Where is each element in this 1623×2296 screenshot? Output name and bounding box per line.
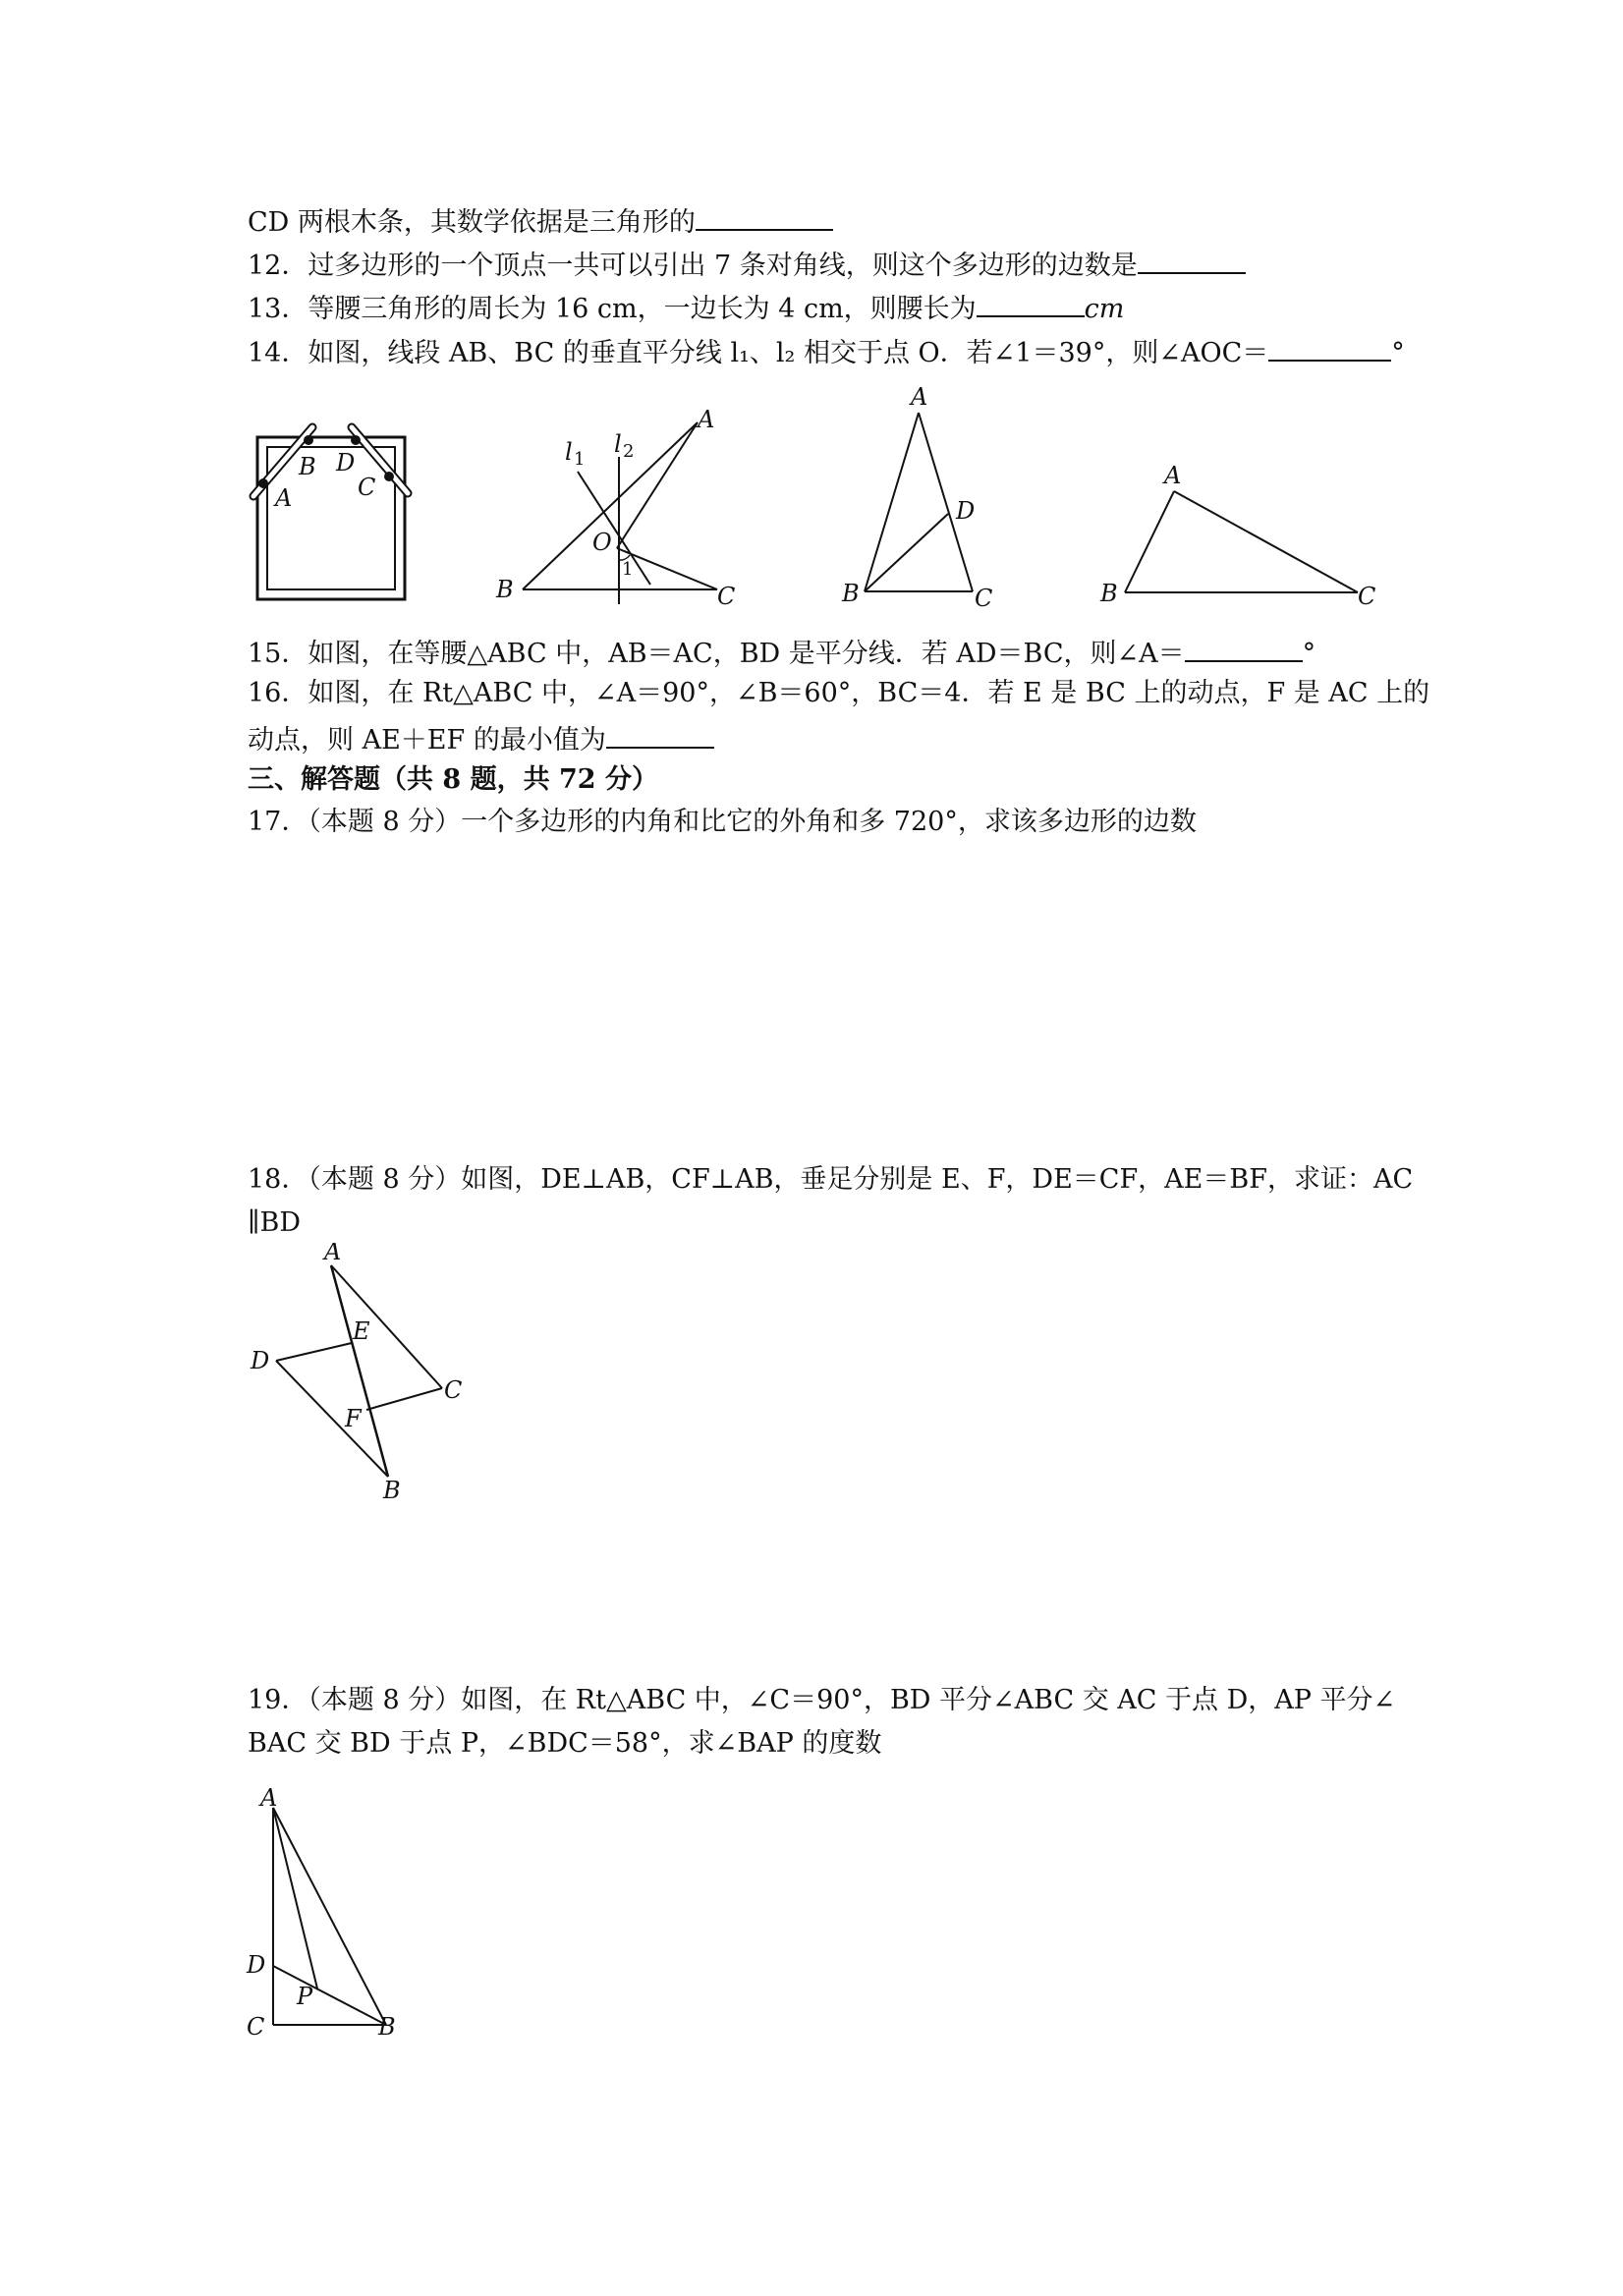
q12-text: 12．过多边形的一个顶点一共可以引出 7 条对角线，则这个多边形的边数是 <box>248 251 1138 281</box>
label-O: O <box>592 529 612 556</box>
q15 <box>248 631 1315 674</box>
q12-answer-blank[interactable] <box>1138 243 1246 274</box>
q15-text: 15．如图，在等腰△ABC 中，AB＝AC，BD 是平分线．若 AD＝BC，则∠A＝ <box>248 639 1185 669</box>
label-A: A <box>260 1784 278 1812</box>
section-3-heading: 三、解答题（共 8 题，共 72 分） <box>248 764 658 795</box>
label-A: A <box>698 406 715 433</box>
label-angle-1: 1 <box>622 559 634 580</box>
figure-q15 <box>830 383 1007 614</box>
q14-answer-blank[interactable] <box>1268 330 1391 362</box>
label-B: B <box>378 2013 396 2041</box>
q16-line2 <box>248 717 714 760</box>
label-B: B <box>383 1477 401 1503</box>
q14-text: 14．如图，线段 AB、BC 的垂直平分线 l₁、l₂ 相交于点 O．若∠1＝39°，则∠AOC＝ <box>248 338 1269 368</box>
figure-q11-frame <box>246 422 418 609</box>
q18-text-2: ∥BD <box>248 1207 301 1238</box>
q12 <box>248 243 1246 286</box>
q19-text-2: BAC 交 BD 于点 P，∠BDC＝58°，求∠BAP 的度数 <box>248 1728 882 1759</box>
label-E: E <box>353 1317 370 1345</box>
label-l1-sub: 1 <box>574 449 586 470</box>
figure-q16 <box>1091 462 1385 614</box>
q16-text-2: 动点，则 AE＋EF 的最小值为 <box>248 725 606 756</box>
q18-line2 <box>248 1204 301 1243</box>
label-C: C <box>358 474 376 501</box>
figure-q14 <box>491 403 747 614</box>
q11-answer-blank[interactable] <box>696 199 833 231</box>
label-B: B <box>496 576 514 603</box>
label-l1: l <box>565 438 573 466</box>
label-D: D <box>251 1347 270 1374</box>
q13-text: 13．等腰三角形的周长为 16 cm，一边长为 4 cm，则腰长为 <box>248 294 977 324</box>
label-l2: l <box>614 430 622 458</box>
label-l2-sub: 2 <box>623 441 635 462</box>
q13 <box>248 286 1124 329</box>
q14 <box>248 330 1405 373</box>
label-B: B <box>842 580 860 607</box>
label-D: D <box>956 497 976 525</box>
label-P: P <box>297 1983 313 2010</box>
q17 <box>248 803 1197 842</box>
label-C: C <box>717 583 736 610</box>
label-B: B <box>299 453 316 480</box>
q19-line2 <box>248 1724 881 1764</box>
q15-degree: ° <box>1302 639 1316 669</box>
q14-degree: ° <box>1391 338 1405 368</box>
label-A: A <box>275 484 293 512</box>
q16-answer-blank[interactable] <box>606 717 714 749</box>
q11-continuation <box>248 199 833 243</box>
q19-text-1: 19．（本题 8 分）如图，在 Rt△ABC 中，∠C＝90°，BD 平分∠ABC 交 AC 于点 D，AP 平分∠ <box>248 1685 1396 1715</box>
label-D: D <box>247 1951 266 1979</box>
figure-q18 <box>241 1243 476 1503</box>
q11-text: CD 两根木条，其数学依据是三角形的 <box>248 207 696 238</box>
figure-q19 <box>241 1776 418 2049</box>
label-D: D <box>336 449 356 476</box>
q16-line1 <box>248 674 1429 713</box>
label-A: A <box>1164 462 1182 489</box>
label-B: B <box>1100 580 1118 607</box>
label-A: A <box>324 1243 342 1265</box>
q15-answer-blank[interactable] <box>1185 631 1303 662</box>
q17-text: 17．（本题 8 分）一个多边形的内角和比它的外角和多 720°，求该多边形的边数 <box>248 807 1197 837</box>
q18-line1 <box>248 1160 1413 1200</box>
q18-text-1: 18．（本题 8 分）如图，DE⊥AB，CF⊥AB，垂足分别是 E、F，DE＝CF，AE＝BF，求证：AC <box>248 1164 1414 1195</box>
q16-text-1: 16．如图，在 Rt△ABC 中，∠A＝90°，∠B＝60°，BC＝4．若 E 是 BC 上的动点，F 是 AC 上的 <box>248 678 1430 708</box>
label-A: A <box>911 383 928 411</box>
label-C: C <box>1358 583 1376 610</box>
label-C: C <box>444 1376 463 1404</box>
label-F: F <box>345 1405 362 1432</box>
q13-answer-blank[interactable] <box>977 286 1085 317</box>
q19-line1 <box>248 1681 1395 1720</box>
q13-unit: cm <box>1084 294 1125 324</box>
label-C: C <box>975 585 993 612</box>
label-C: C <box>247 2013 265 2041</box>
